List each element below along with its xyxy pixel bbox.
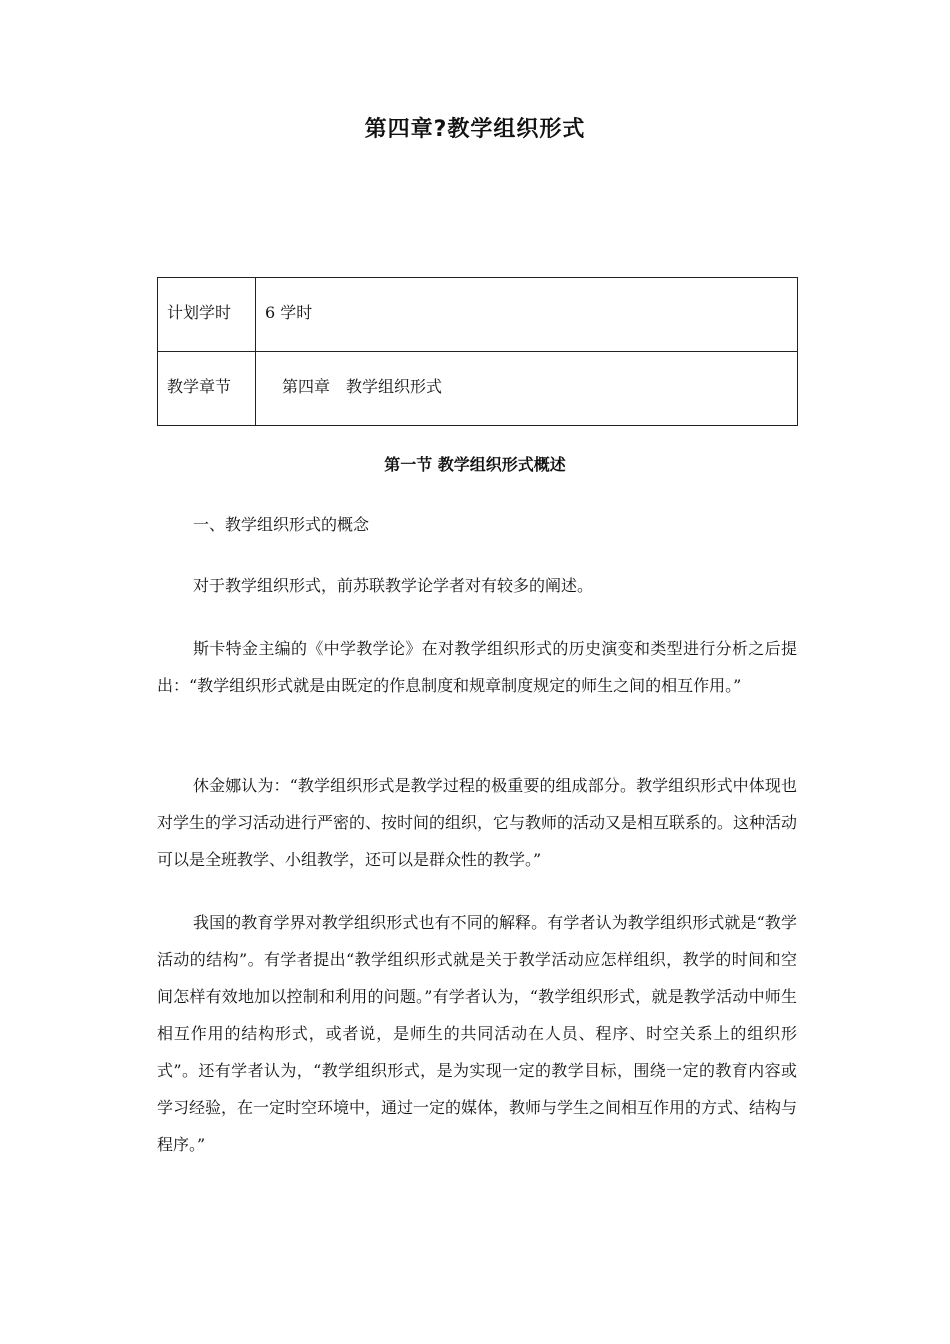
chapter-label: 教学章节 bbox=[158, 352, 256, 426]
table-row-planned-hours bbox=[158, 278, 798, 352]
paragraph: 对于教学组织形式，前苏联教学论学者对有较多的阐述。 bbox=[193, 576, 594, 595]
document-title: 第四章?教学组织形式 bbox=[364, 117, 586, 142]
planned-hours-label: 计划学时 bbox=[158, 278, 256, 352]
chapter-value: 第四章 教学组织形式 bbox=[256, 352, 798, 426]
planned-hours-value: 6 学时 bbox=[256, 278, 798, 352]
section-heading: 第一节 教学组织形式概述 bbox=[384, 455, 566, 474]
table-row-chapter bbox=[158, 352, 798, 426]
sub-heading: 一、教学组织形式的概念 bbox=[193, 515, 370, 534]
paragraph: 我国的教育学界对教学组织形式也有不同的解释。有学者认为教学组织形式就是“教学活动的结构”。有学者提出“教学组织形式就是关于教学活动应怎样组织，教学的时间和空间怎样有效地加以控制和利用的问题。”有学者认为，“教学组织形式，就是教学活动中师生相互作用的结构形式，或者说，是师生的共同活动在人员、程序、时空关系上的组织形式”。还有学者认为，“教学组织形式，是为实现一定的教学目标，围绕一定的教育内容或学习经验，在一定时空环境中，通过一定的媒体，教师与学生之间相互作用的方式、结构与程序。” bbox=[157, 913, 798, 1154]
paragraph: 休金娜认为：“教学组织形式是教学过程的极重要的组成部分。教学组织形式中体现也对学生的学习活动进行严密的、按时间的组织，它与教师的活动又是相互联系的。这种活动可以是全班教学、小组教学，还可以是群众性的教学。” bbox=[157, 776, 798, 869]
course-info-table bbox=[157, 277, 798, 426]
paragraph: 斯卡特金主编的《中学教学论》在对教学组织形式的历史演变和类型进行分析之后提出：“教学组织形式就是由既定的作息制度和规章制度规定的师生之间的相互作用。” bbox=[157, 639, 797, 695]
